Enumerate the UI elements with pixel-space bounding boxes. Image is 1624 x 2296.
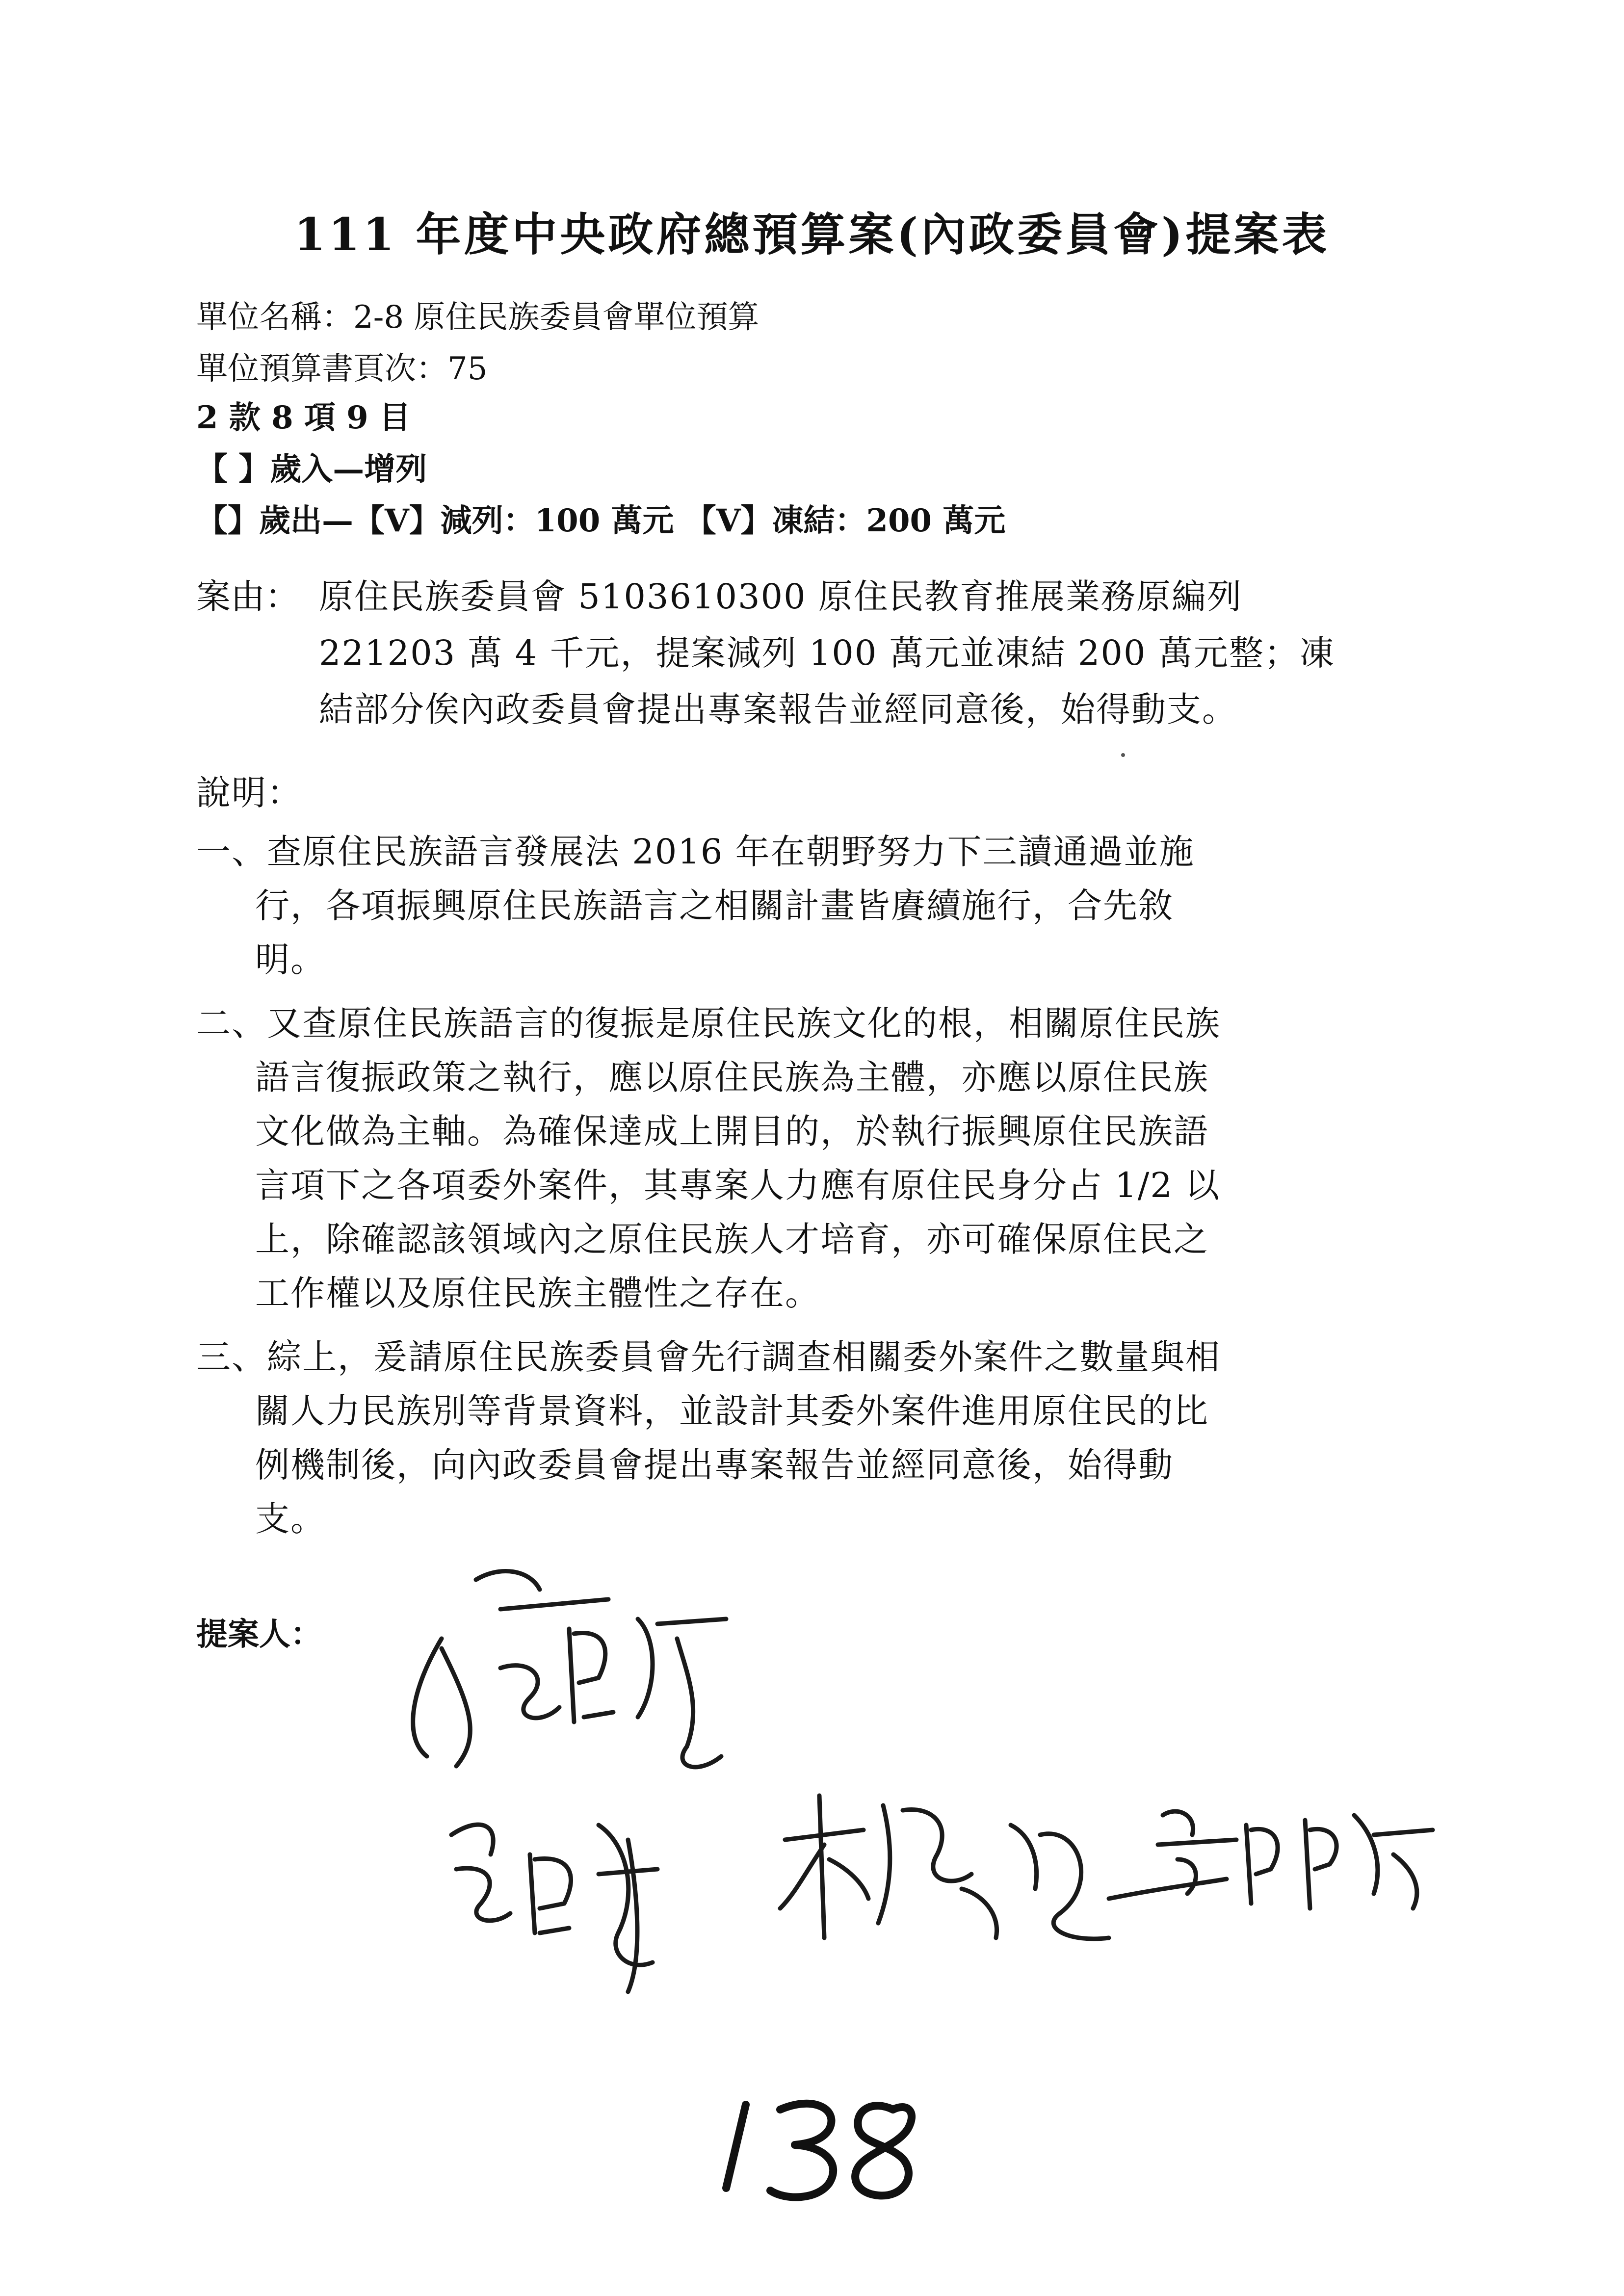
handwritten-page-number — [711, 2085, 937, 2208]
explanation-line: 三、綜上，爰請原住民族委員會先行調查相關委外案件之數量與相 — [196, 1337, 1221, 1377]
explanation-line: 例機制後，向內政委員會提出專案報告並經同意後，始得動 — [255, 1445, 1174, 1485]
explanation-line: 語言復振政策之執行，應以原住民族為主體，亦應以原住民族 — [255, 1057, 1209, 1097]
explanation-line: 關人力民族別等背景資料，並設計其委外案件進用原住民的比 — [255, 1391, 1209, 1431]
reason-label: 案由： — [196, 576, 299, 617]
revenue-line: 【 】歲入—增列 — [196, 451, 427, 488]
explanation-line: 行，各項振興原住民族語言之相關計畫皆賡續施行，合先敘 — [255, 886, 1174, 926]
scan-speck — [1121, 753, 1125, 757]
unit-name: 單位名稱：2-8 原住民族委員會單位預算 — [196, 299, 760, 336]
reason-line: 原住民族委員會 5103610300 原住民教育推展業務原編列 — [319, 576, 1242, 617]
page-reference: 單位預算書頁次：75 — [196, 351, 488, 387]
signature-2 — [422, 1796, 677, 2002]
explanation-line: 言項下之各項委外案件，其專案人力應有原住民身分占 1/2 以 — [255, 1165, 1221, 1205]
explanation-line: 明。 — [255, 939, 326, 980]
reason-line: 221203 萬 4 千元，提案減列 100 萬元並凍結 200 萬元整；凍 — [319, 633, 1335, 673]
signature-3 — [765, 1776, 1128, 1982]
explanation-line: 支。 — [255, 1499, 326, 1539]
explanation-line: 文化做為主軸。為確保達成上開目的，於執行振興原住民族語 — [255, 1111, 1209, 1151]
signature-1 — [383, 1560, 756, 1781]
explanation-line: 二、又查原住民族語言的復振是原住民族文化的根，相關原住民族 — [196, 1003, 1221, 1044]
item-code: 2 款 8 項 9 目 — [196, 399, 411, 436]
explanation-line: 一、查原住民族語言發展法 2016 年在朝野努力下三讀通過並施 — [196, 832, 1195, 872]
explanation-line: 工作權以及原住民族主體性之存在。 — [255, 1273, 820, 1313]
expense-line: 【】歲出—【V】減列：100 萬元 【V】凍結：200 萬元 — [196, 502, 1006, 539]
explanation-line: 上，除確認該領域內之原住民族人才培育，亦可確保原住民之 — [255, 1219, 1209, 1259]
reason-line: 結部分俟內政委員會提出專案報告並經同意後，始得動支。 — [319, 689, 1237, 730]
page-title: 111 年度中央政府總預算案(內政委員會)提案表 — [294, 208, 1330, 261]
proposer-label: 提案人： — [196, 1616, 322, 1653]
signature-4 — [1099, 1786, 1442, 1943]
explanation-label: 說明： — [196, 773, 302, 813]
